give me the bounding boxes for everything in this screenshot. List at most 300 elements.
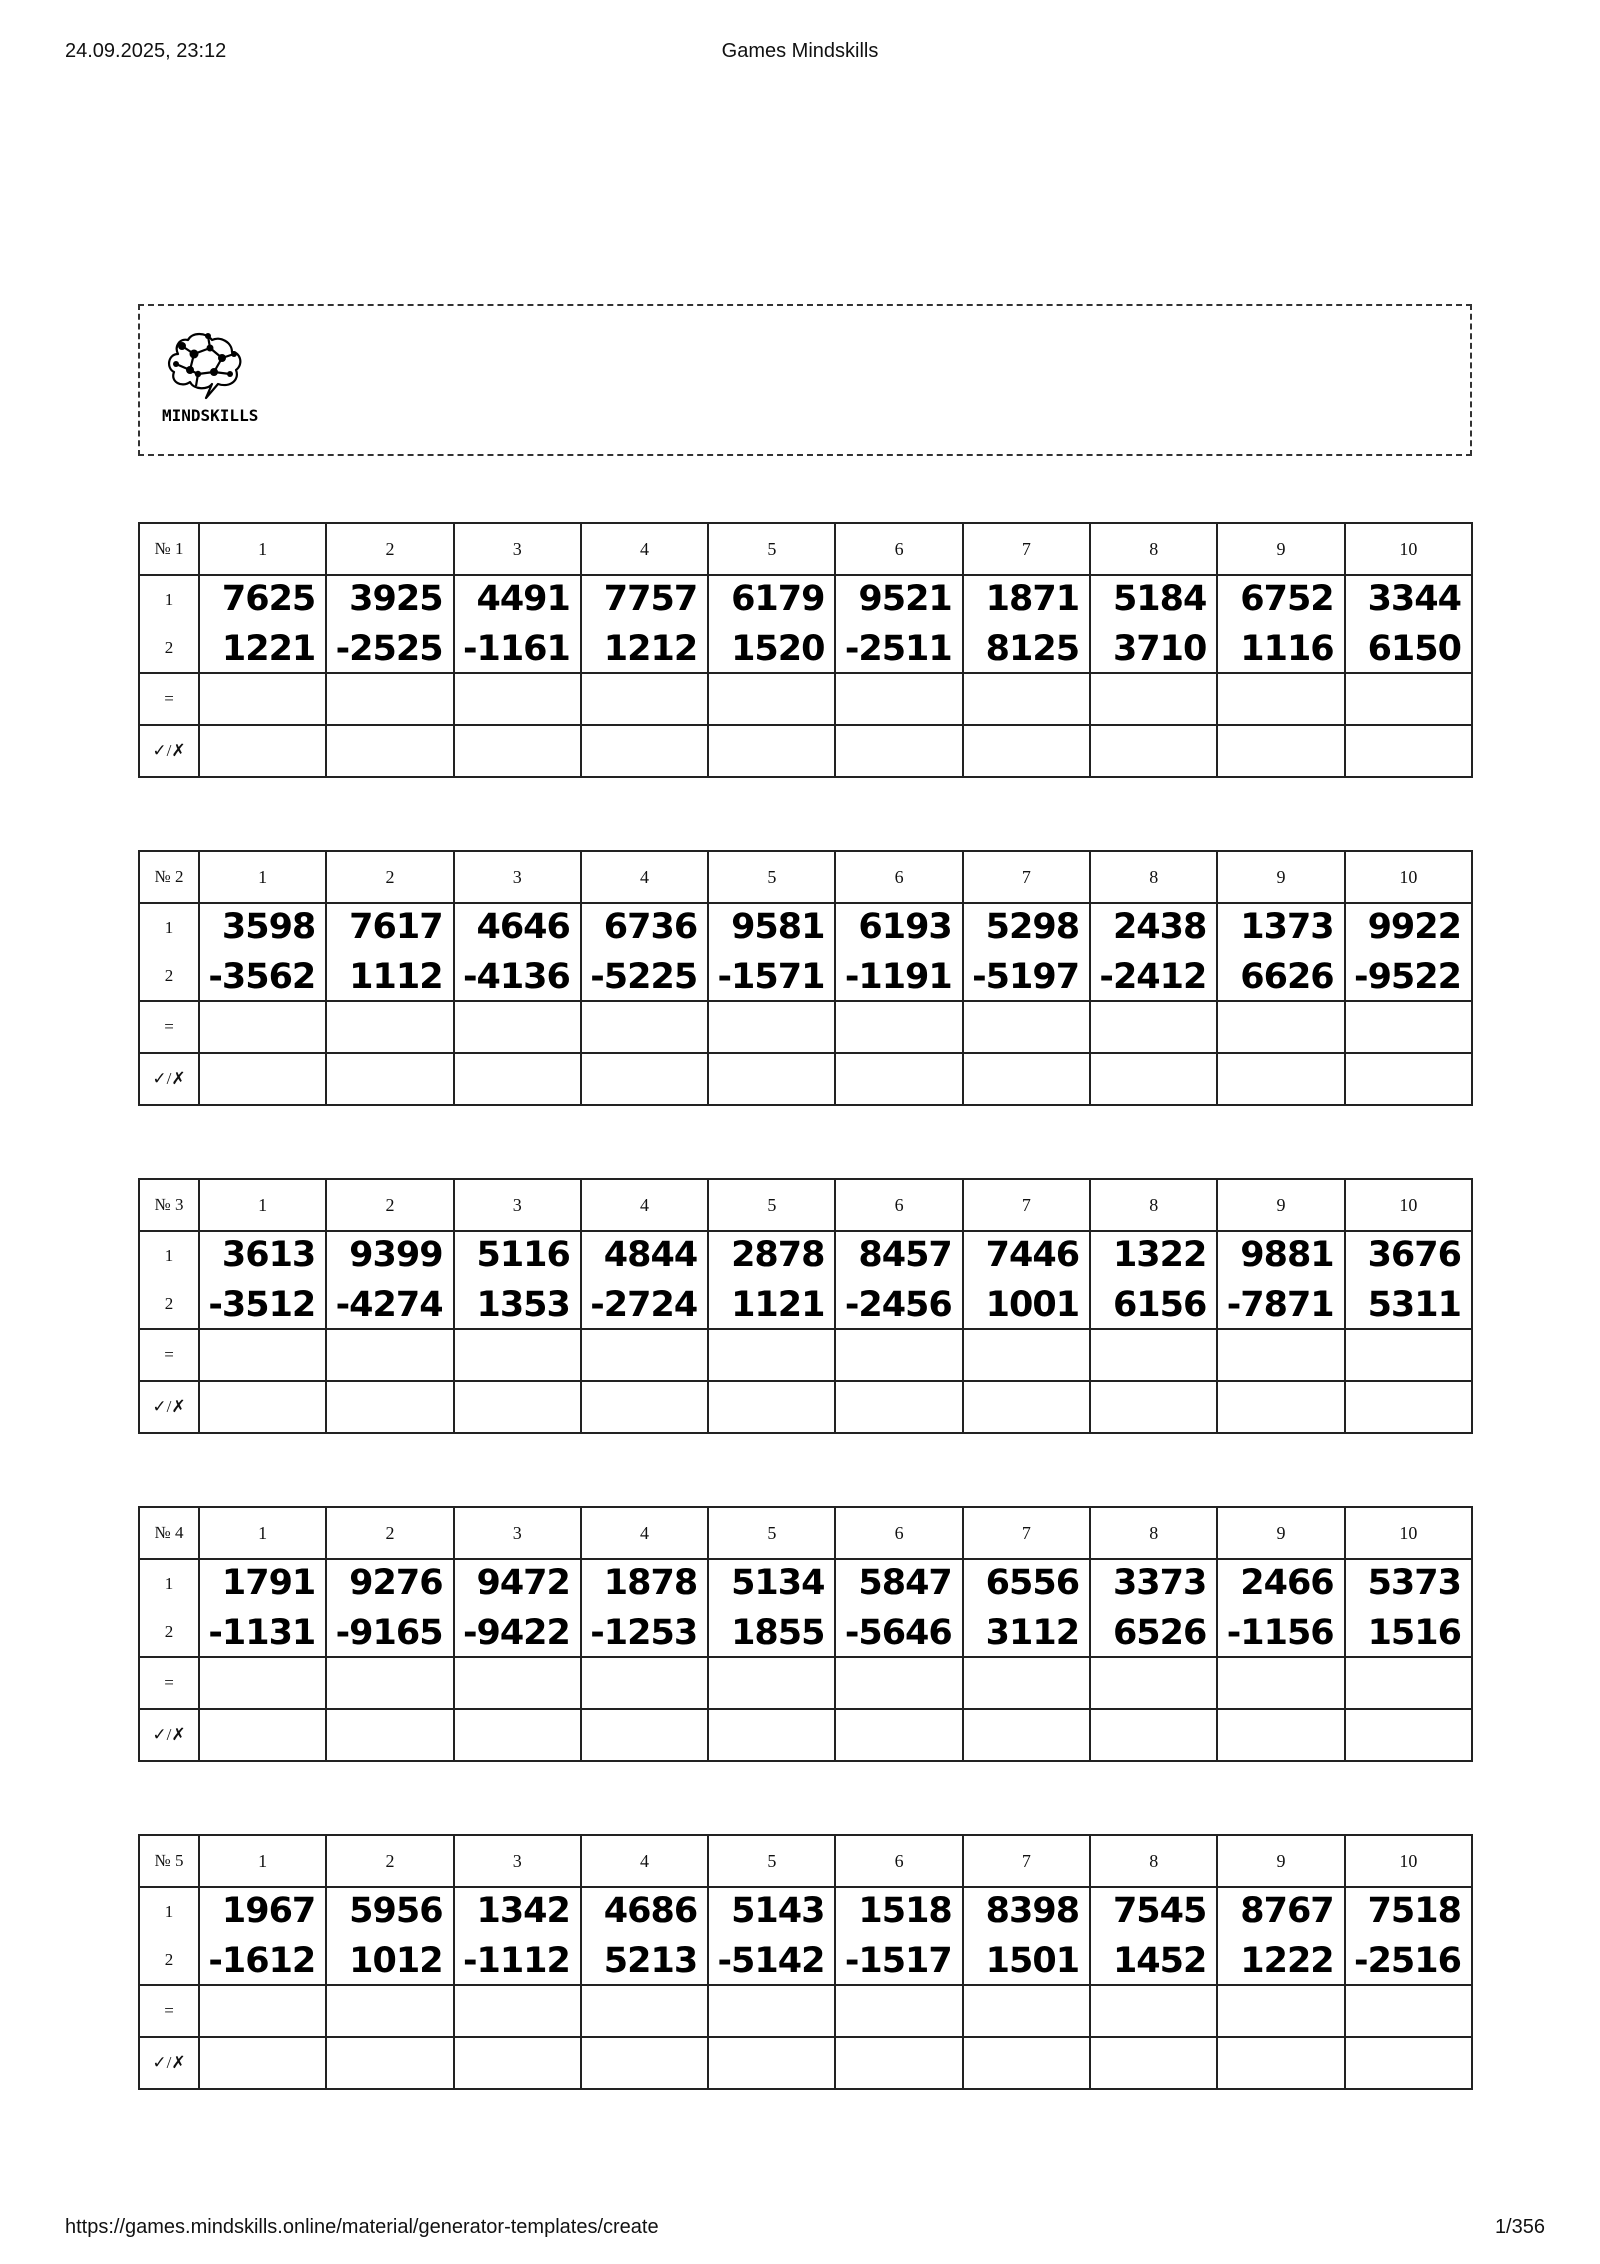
check-cell[interactable] xyxy=(581,1381,708,1433)
first-number: 6179 xyxy=(731,579,825,619)
second-number: -1112 xyxy=(462,1941,570,1981)
answer-cell[interactable] xyxy=(963,1001,1090,1053)
exercise-number: № 5 xyxy=(139,1835,199,1887)
second-number: 1012 xyxy=(349,1941,443,1981)
first-number: 3676 xyxy=(1367,1235,1461,1275)
check-cell[interactable] xyxy=(199,1709,326,1761)
number-cell xyxy=(326,1887,453,1985)
answer-cell[interactable] xyxy=(835,673,962,725)
number-cell xyxy=(326,903,453,1001)
column-index: 6 xyxy=(835,523,962,575)
second-number: -5646 xyxy=(844,1613,952,1653)
first-number: 9276 xyxy=(349,1563,443,1603)
answer-cell[interactable] xyxy=(963,1985,1090,2037)
check-cell[interactable] xyxy=(581,725,708,777)
column-index: 7 xyxy=(963,1507,1090,1559)
second-number: 8125 xyxy=(985,629,1080,669)
answer-cell[interactable] xyxy=(581,1657,708,1709)
answer-cell[interactable] xyxy=(835,1001,962,1053)
second-number: -1517 xyxy=(844,1941,952,1981)
column-index: 2 xyxy=(326,1179,453,1231)
column-index: 6 xyxy=(835,1835,962,1887)
answer-cell[interactable] xyxy=(963,1329,1090,1381)
column-index: 9 xyxy=(1217,523,1344,575)
check-cell[interactable] xyxy=(1345,1709,1472,1761)
check-cell[interactable] xyxy=(454,2037,581,2089)
column-index: 9 xyxy=(1217,851,1344,903)
answer-cell[interactable] xyxy=(326,1001,453,1053)
number-cell xyxy=(199,1887,326,1985)
first-number: 7545 xyxy=(1112,1891,1207,1931)
answer-cell[interactable] xyxy=(708,673,835,725)
column-index: 4 xyxy=(581,1507,708,1559)
exercise-table xyxy=(138,1834,1473,2090)
answer-cell[interactable] xyxy=(454,673,581,725)
answer-cell[interactable] xyxy=(326,1985,453,2037)
check-cell[interactable] xyxy=(963,1381,1090,1433)
check-cell[interactable] xyxy=(454,725,581,777)
brain-network-icon xyxy=(160,324,248,404)
second-number: -4274 xyxy=(335,1285,443,1325)
column-index: 5 xyxy=(708,851,835,903)
check-cell[interactable] xyxy=(835,1709,962,1761)
column-index: 6 xyxy=(835,1179,962,1231)
column-index: 5 xyxy=(708,1507,835,1559)
answer-cell[interactable] xyxy=(326,1657,453,1709)
check-cell[interactable] xyxy=(454,1381,581,1433)
second-number: 3710 xyxy=(1112,629,1207,669)
first-number: 4491 xyxy=(476,579,570,619)
check-cell[interactable] xyxy=(1090,725,1217,777)
check-cell[interactable] xyxy=(199,725,326,777)
second-number: -3562 xyxy=(208,957,316,997)
check-cell[interactable] xyxy=(326,2037,453,2089)
number-cell xyxy=(454,1887,581,1985)
check-cell[interactable] xyxy=(581,1709,708,1761)
check-cell[interactable] xyxy=(835,725,962,777)
number-cell xyxy=(963,1231,1090,1329)
row-label-2: 2 xyxy=(164,1294,174,1313)
second-number: 1452 xyxy=(1112,1941,1207,1981)
answer-cell[interactable] xyxy=(1345,673,1472,725)
first-number: 3344 xyxy=(1367,579,1461,619)
exercise-tables xyxy=(138,522,1473,2162)
first-number: 1322 xyxy=(1112,1235,1207,1275)
column-index: 5 xyxy=(708,523,835,575)
first-number: 5116 xyxy=(476,1235,570,1275)
first-number: 6556 xyxy=(985,1563,1080,1603)
check-cell[interactable] xyxy=(1217,1053,1344,1105)
check-cell[interactable] xyxy=(581,1053,708,1105)
second-number: 1516 xyxy=(1367,1613,1461,1653)
check-cell[interactable] xyxy=(199,1381,326,1433)
first-number: 3613 xyxy=(221,1235,316,1275)
second-number: 1001 xyxy=(985,1285,1080,1325)
check-label: ✓/✗ xyxy=(139,725,199,777)
second-number: -1131 xyxy=(208,1613,316,1653)
number-cell xyxy=(1217,575,1344,673)
check-cell[interactable] xyxy=(1217,2037,1344,2089)
check-cell[interactable] xyxy=(1345,1381,1472,1433)
equals-label: = xyxy=(139,1657,199,1709)
number-cell xyxy=(1090,903,1217,1001)
check-label: ✓/✗ xyxy=(139,1381,199,1433)
column-index: 8 xyxy=(1090,523,1217,575)
number-cell xyxy=(835,1231,962,1329)
check-cell[interactable] xyxy=(708,1709,835,1761)
first-number: 7446 xyxy=(985,1235,1080,1275)
row-labels xyxy=(139,903,199,1001)
answer-cell[interactable] xyxy=(1345,1001,1472,1053)
first-number: 5956 xyxy=(349,1891,443,1931)
check-cell[interactable] xyxy=(454,1053,581,1105)
second-number: 1121 xyxy=(731,1285,825,1325)
column-index: 10 xyxy=(1345,851,1472,903)
answer-cell[interactable] xyxy=(1090,1657,1217,1709)
second-number: 6156 xyxy=(1112,1285,1207,1325)
first-number: 1967 xyxy=(221,1891,316,1931)
check-cell[interactable] xyxy=(326,725,453,777)
answer-cell[interactable] xyxy=(963,1657,1090,1709)
check-cell[interactable] xyxy=(708,1053,835,1105)
check-cell[interactable] xyxy=(1217,725,1344,777)
answer-cell[interactable] xyxy=(581,1001,708,1053)
column-index: 3 xyxy=(454,1179,581,1231)
first-number: 7518 xyxy=(1367,1891,1461,1931)
second-number: -5197 xyxy=(972,957,1080,997)
first-number: 9881 xyxy=(1240,1235,1334,1275)
first-number: 5134 xyxy=(731,1563,825,1603)
second-number: -2525 xyxy=(335,629,443,669)
column-index: 4 xyxy=(581,1179,708,1231)
column-index: 4 xyxy=(581,523,708,575)
answer-cell[interactable] xyxy=(199,1657,326,1709)
exercise-table xyxy=(138,1178,1473,1434)
number-cell xyxy=(963,1559,1090,1657)
row-label-2: 2 xyxy=(164,1950,174,1969)
row-label-1: 1 xyxy=(164,918,174,937)
answer-cell[interactable] xyxy=(1217,1657,1344,1709)
second-number: 1221 xyxy=(221,629,316,669)
number-cell xyxy=(199,903,326,1001)
number-cell xyxy=(963,1887,1090,1985)
number-cell xyxy=(581,1559,708,1657)
first-number: 7625 xyxy=(221,579,316,619)
column-index: 2 xyxy=(326,1507,453,1559)
check-cell[interactable] xyxy=(454,1709,581,1761)
column-index: 3 xyxy=(454,523,581,575)
check-cell[interactable] xyxy=(326,1381,453,1433)
answer-cell[interactable] xyxy=(454,1657,581,1709)
answer-cell[interactable] xyxy=(199,1329,326,1381)
equals-label: = xyxy=(139,1985,199,2037)
check-cell[interactable] xyxy=(835,1053,962,1105)
second-number: 6626 xyxy=(1240,957,1334,997)
answer-cell[interactable] xyxy=(1090,673,1217,725)
column-index: 4 xyxy=(581,851,708,903)
second-number: 6526 xyxy=(1112,1613,1207,1653)
column-index: 4 xyxy=(581,1835,708,1887)
check-cell[interactable] xyxy=(1217,1709,1344,1761)
exercise-number: № 2 xyxy=(139,851,199,903)
second-number: -1156 xyxy=(1226,1613,1334,1653)
column-index: 7 xyxy=(963,1835,1090,1887)
column-index: 10 xyxy=(1345,523,1472,575)
first-number: 2438 xyxy=(1112,907,1207,947)
first-number: 4844 xyxy=(603,1235,698,1275)
column-index: 3 xyxy=(454,1835,581,1887)
second-number: 1353 xyxy=(476,1285,570,1325)
column-index: 8 xyxy=(1090,851,1217,903)
column-index: 8 xyxy=(1090,1507,1217,1559)
answer-cell[interactable] xyxy=(454,1001,581,1053)
number-cell xyxy=(708,1559,835,1657)
column-index: 7 xyxy=(963,851,1090,903)
answer-cell[interactable] xyxy=(835,1657,962,1709)
number-cell xyxy=(326,575,453,673)
answer-cell[interactable] xyxy=(199,1985,326,2037)
print-date: 24.09.2025, 23:12 xyxy=(65,40,227,62)
second-number: 3112 xyxy=(985,1613,1080,1653)
number-cell xyxy=(1345,1231,1472,1329)
answer-cell[interactable] xyxy=(199,1001,326,1053)
check-cell[interactable] xyxy=(1217,1381,1344,1433)
number-cell xyxy=(708,903,835,1001)
exercise-table xyxy=(138,522,1473,778)
number-cell xyxy=(1217,1887,1344,1985)
first-number: 7757 xyxy=(603,579,698,619)
first-number: 9521 xyxy=(858,579,952,619)
number-cell xyxy=(835,1887,962,1985)
first-number: 9581 xyxy=(731,907,825,947)
answer-cell[interactable] xyxy=(1217,1329,1344,1381)
check-cell[interactable] xyxy=(199,1053,326,1105)
column-index: 1 xyxy=(199,523,326,575)
second-number: -7871 xyxy=(1226,1285,1334,1325)
exercise-number: № 3 xyxy=(139,1179,199,1231)
answer-cell[interactable] xyxy=(199,673,326,725)
second-number: 1855 xyxy=(731,1613,825,1653)
first-number: 9399 xyxy=(349,1235,443,1275)
second-number: 5311 xyxy=(1367,1285,1461,1325)
number-cell xyxy=(1090,575,1217,673)
check-cell[interactable] xyxy=(326,1053,453,1105)
answer-cell[interactable] xyxy=(326,673,453,725)
number-cell xyxy=(708,1231,835,1329)
second-number: -1191 xyxy=(844,957,952,997)
exercise-number: № 4 xyxy=(139,1507,199,1559)
number-cell xyxy=(454,1559,581,1657)
row-label-1: 1 xyxy=(164,1574,174,1593)
second-number: 5213 xyxy=(603,1941,698,1981)
check-cell[interactable] xyxy=(1090,2037,1217,2089)
number-cell xyxy=(1090,1231,1217,1329)
check-cell[interactable] xyxy=(326,1709,453,1761)
column-index: 9 xyxy=(1217,1835,1344,1887)
check-cell[interactable] xyxy=(1090,1053,1217,1105)
check-cell[interactable] xyxy=(708,725,835,777)
number-cell xyxy=(1345,1559,1472,1657)
number-cell xyxy=(454,1231,581,1329)
second-number: -9522 xyxy=(1354,957,1461,997)
first-number: 9922 xyxy=(1367,907,1461,947)
row-labels xyxy=(139,1231,199,1329)
page-number: 1/356 xyxy=(1494,2216,1545,2238)
first-number: 4686 xyxy=(603,1891,698,1931)
row-label-2: 2 xyxy=(164,966,174,985)
answer-cell[interactable] xyxy=(708,1329,835,1381)
second-number: -2412 xyxy=(1099,957,1207,997)
column-index: 10 xyxy=(1345,1835,1472,1887)
number-cell xyxy=(581,1231,708,1329)
number-cell xyxy=(1217,1231,1344,1329)
first-number: 4646 xyxy=(476,907,570,947)
number-cell xyxy=(708,1887,835,1985)
column-index: 1 xyxy=(199,1835,326,1887)
answer-cell[interactable] xyxy=(835,1985,962,2037)
second-number: -5142 xyxy=(717,1941,825,1981)
row-label-1: 1 xyxy=(164,1902,174,1921)
second-number: 1222 xyxy=(1240,1941,1334,1981)
first-number: 3925 xyxy=(349,579,443,619)
column-index: 9 xyxy=(1217,1179,1344,1231)
number-cell xyxy=(326,1231,453,1329)
first-number: 5298 xyxy=(985,907,1080,947)
answer-cell[interactable] xyxy=(1345,1329,1472,1381)
answer-cell[interactable] xyxy=(1090,1001,1217,1053)
second-number: -2516 xyxy=(1354,1941,1461,1981)
column-index: 5 xyxy=(708,1179,835,1231)
answer-cell[interactable] xyxy=(963,673,1090,725)
exercise-number: № 1 xyxy=(139,523,199,575)
second-number: 1501 xyxy=(985,1941,1080,1981)
number-cell xyxy=(199,1231,326,1329)
answer-cell[interactable] xyxy=(1217,1001,1344,1053)
second-number: -2724 xyxy=(590,1285,698,1325)
first-number: 2466 xyxy=(1240,1563,1334,1603)
column-index: 2 xyxy=(326,1835,453,1887)
number-cell xyxy=(1345,1887,1472,1985)
row-label-1: 1 xyxy=(164,590,174,609)
check-cell[interactable] xyxy=(1090,1381,1217,1433)
answer-cell[interactable] xyxy=(326,1329,453,1381)
second-number: -9165 xyxy=(335,1613,443,1653)
page-title: Games Mindskills xyxy=(721,40,879,62)
answer-cell[interactable] xyxy=(708,1657,835,1709)
second-number: -1161 xyxy=(462,629,570,669)
number-cell xyxy=(835,1559,962,1657)
first-number: 1791 xyxy=(221,1563,316,1603)
check-cell[interactable] xyxy=(963,725,1090,777)
number-cell xyxy=(963,903,1090,1001)
check-cell[interactable] xyxy=(1345,725,1472,777)
number-cell xyxy=(454,575,581,673)
check-cell[interactable] xyxy=(1090,1709,1217,1761)
answer-cell[interactable] xyxy=(581,1985,708,2037)
first-number: 8398 xyxy=(985,1891,1080,1931)
second-number: -5225 xyxy=(590,957,698,997)
check-cell[interactable] xyxy=(963,1053,1090,1105)
answer-cell[interactable] xyxy=(1217,1985,1344,2037)
column-index: 7 xyxy=(963,1179,1090,1231)
answer-cell[interactable] xyxy=(581,1329,708,1381)
column-index: 10 xyxy=(1345,1507,1472,1559)
number-cell xyxy=(454,903,581,1001)
column-index: 1 xyxy=(199,1179,326,1231)
check-cell[interactable] xyxy=(963,1709,1090,1761)
equals-label: = xyxy=(139,673,199,725)
check-label: ✓/✗ xyxy=(139,1053,199,1105)
check-cell[interactable] xyxy=(581,2037,708,2089)
first-number: 8457 xyxy=(858,1235,952,1275)
answer-cell[interactable] xyxy=(1217,673,1344,725)
first-number: 2878 xyxy=(731,1235,825,1275)
second-number: 6150 xyxy=(1367,629,1461,669)
answer-cell[interactable] xyxy=(1090,1329,1217,1381)
column-index: 5 xyxy=(708,1835,835,1887)
check-cell[interactable] xyxy=(963,2037,1090,2089)
check-cell[interactable] xyxy=(1345,1053,1472,1105)
page-url: https://games.mindskills.online/material/generator-templates/create xyxy=(65,2216,659,2238)
first-number: 5847 xyxy=(858,1563,952,1603)
answer-cell[interactable] xyxy=(1090,1985,1217,2037)
column-index: 1 xyxy=(199,851,326,903)
exercise-table xyxy=(138,1506,1473,1762)
first-number: 5184 xyxy=(1112,579,1207,619)
answer-cell[interactable] xyxy=(708,1985,835,2037)
second-number: -1253 xyxy=(590,1613,698,1653)
second-number: -1571 xyxy=(717,957,825,997)
check-cell[interactable] xyxy=(199,2037,326,2089)
first-number: 6193 xyxy=(858,907,952,947)
first-number: 1342 xyxy=(476,1891,570,1931)
first-number: 9472 xyxy=(476,1563,570,1603)
second-number: -3512 xyxy=(208,1285,316,1325)
first-number: 7617 xyxy=(349,907,443,947)
check-cell[interactable] xyxy=(835,1381,962,1433)
second-number: 1212 xyxy=(603,629,698,669)
column-index: 8 xyxy=(1090,1835,1217,1887)
answer-cell[interactable] xyxy=(708,1001,835,1053)
check-cell[interactable] xyxy=(708,2037,835,2089)
row-labels xyxy=(139,1887,199,1985)
column-index: 9 xyxy=(1217,1507,1344,1559)
number-cell xyxy=(1217,903,1344,1001)
first-number: 1518 xyxy=(858,1891,952,1931)
row-label-2: 2 xyxy=(164,638,174,657)
first-number: 1871 xyxy=(985,579,1080,619)
check-cell[interactable] xyxy=(835,2037,962,2089)
second-number: 1520 xyxy=(731,629,825,669)
check-cell[interactable] xyxy=(708,1381,835,1433)
column-index: 3 xyxy=(454,1507,581,1559)
first-number: 6736 xyxy=(603,907,698,947)
number-cell xyxy=(1090,1887,1217,1985)
answer-cell[interactable] xyxy=(1345,1985,1472,2037)
number-cell xyxy=(963,575,1090,673)
number-cell xyxy=(708,575,835,673)
check-cell[interactable] xyxy=(1345,2037,1472,2089)
logo-box xyxy=(138,304,1472,456)
column-index: 6 xyxy=(835,1507,962,1559)
answer-cell[interactable] xyxy=(835,1329,962,1381)
answer-cell[interactable] xyxy=(454,1329,581,1381)
column-index: 2 xyxy=(326,851,453,903)
number-cell xyxy=(835,903,962,1001)
answer-cell[interactable] xyxy=(1345,1657,1472,1709)
answer-cell[interactable] xyxy=(581,673,708,725)
answer-cell[interactable] xyxy=(454,1985,581,2037)
